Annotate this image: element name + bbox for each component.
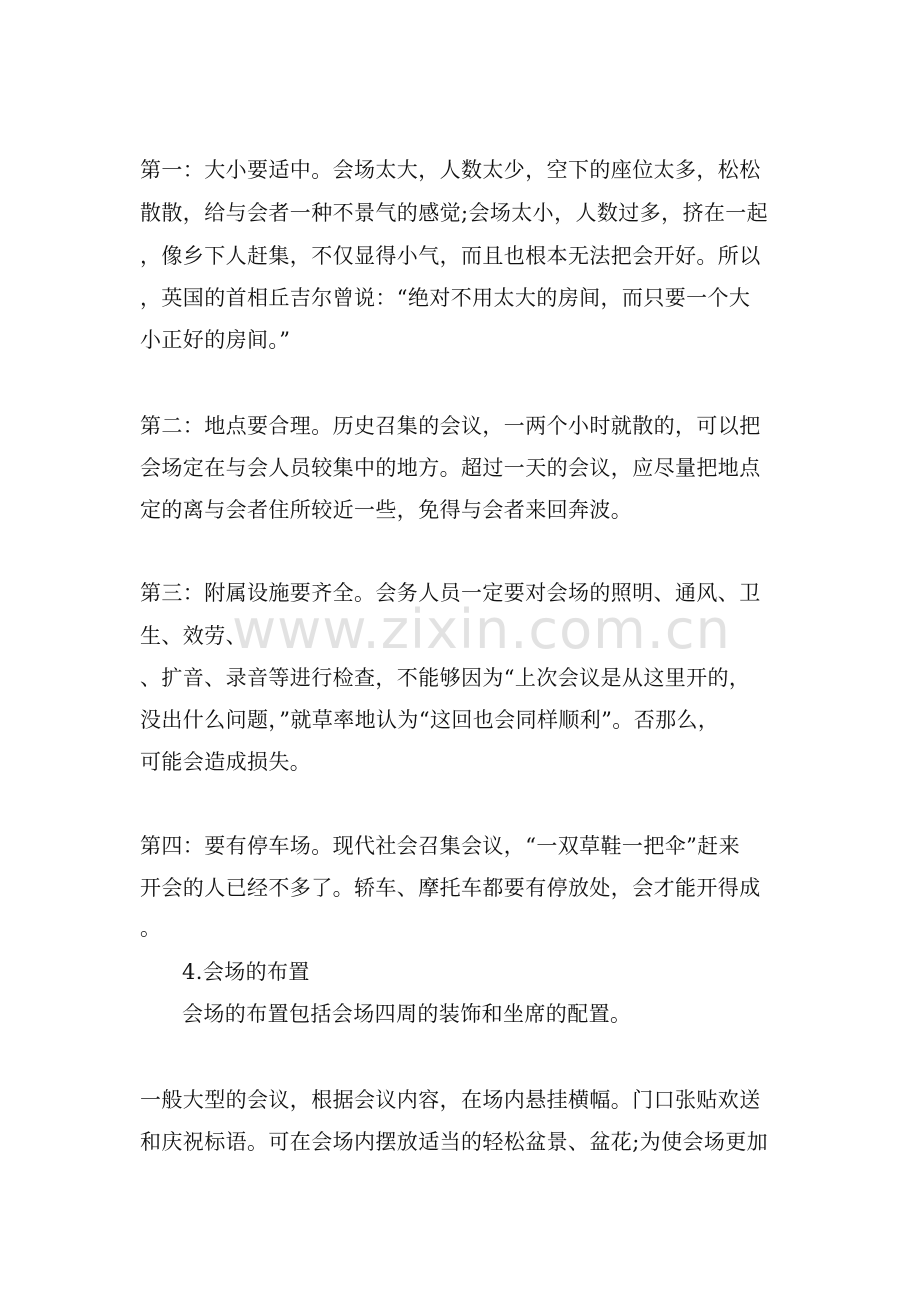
paragraph-2-line-2: 会场定在与会人员较集中的地方。超过一天的会议，应尽量把地点 [140, 456, 761, 480]
paragraph-1-line-1: 第一：大小要适中。会场太大，人数太少，空下的座位太多，松松 [140, 158, 761, 182]
paragraph-5-line-1: 一般大型的会议，根据会议内容，在场内悬挂横幅。门口张贴欢送 [140, 1088, 761, 1112]
section-intro: 会场的布置包括会场四周的装饰和坐席的配置。 [182, 1002, 632, 1026]
paragraph-3-line-4: 没出什么问题，”就草率地认为“这回也会同样顺利”。否那么， [140, 708, 720, 732]
watermark-text: www.zixin.com.cn [232, 598, 731, 661]
paragraph-2-line-3: 定的离与会者住所较近一些，免得与会者来回奔波。 [140, 498, 633, 522]
paragraph-4-line-2: 开会的人已经不多了。轿车、摩托车都要有停放处，会才能开得成 [140, 876, 761, 900]
paragraph-4-line-1: 第四：要有停车场。现代社会召集会议，“一双草鞋一把伞”赶来 [140, 834, 741, 858]
paragraph-3-line-3: 、扩音、录音等进行检查，不能够因为“上次会议是从这里开的， [140, 666, 751, 690]
paragraph-4-line-3: 。 [140, 916, 162, 940]
paragraph-1-line-4: ，英国的首相丘吉尔曾说：“绝对不用太大的房间，而只要一个大 [140, 286, 751, 310]
paragraph-5-line-2: 和庆祝标语。可在会场内摆放适当的轻松盆景、盆花;为使会场更加 [140, 1130, 769, 1154]
section-heading: 4.会场的布置 [182, 960, 310, 984]
paragraph-1-line-5: 小正好的房间。” [140, 328, 291, 352]
paragraph-3-line-1: 第三：附属设施要齐全。会务人员一定要对会场的照明、通风、卫 [140, 581, 761, 605]
paragraph-2-line-1: 第二：地点要合理。历史召集的会议，一两个小时就散的，可以把 [140, 414, 761, 438]
paragraph-3-line-2: 生、效劳、 [140, 624, 247, 648]
paragraph-1-line-2: 散散，给与会者一种不景气的感觉;会场太小，人数过多，挤在一起 [140, 201, 769, 225]
paragraph-3-line-5: 可能会造成损失。 [140, 750, 312, 774]
paragraph-1-line-3: ，像乡下人赶集，不仅显得小气，而且也根本无法把会开好。所以 [140, 244, 761, 268]
